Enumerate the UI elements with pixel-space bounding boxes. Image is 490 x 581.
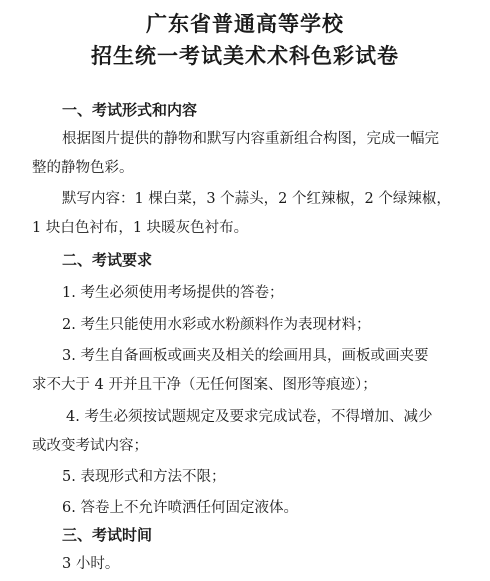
section-3-heading: 三、考试时间 (62, 526, 153, 544)
section-1-paragraph-1-line-1: 根据图片提供的静物和默写内容重新组合构图，完成一幅完 (62, 131, 439, 147)
section-2-item-3-line-1: 3. 考生自备画板或画夹及相关的绘画用具，画板或画夹要 (62, 348, 429, 364)
section-2-item-5: 5. 表现形式和方法不限； (62, 469, 226, 485)
section-1-paragraph-2-line-1: 默写内容：1 棵白菜，3 个蒜头，2 个红辣椒，2 个绿辣椒， (62, 191, 451, 207)
section-3-content: 3 小时。 (62, 556, 120, 572)
section-2-item-1: 1. 考生必须使用考场提供的答卷； (62, 285, 284, 301)
section-2-item-4-line-2: 或改变考试内容； (32, 438, 148, 454)
section-2-item-3-line-2: 求不大于 4 开并且干净（无任何图案、图形等痕迹）； (32, 377, 377, 393)
section-2-item-2: 2. 考生只能使用水彩或水粉颜料作为表现材料； (62, 317, 371, 333)
section-1-paragraph-2-line-2: 1 块白色衬布，1 块暖灰色衬布。 (32, 220, 249, 236)
section-2-item-4-line-1: 4. 考生必须按试题规定及要求完成试卷，不得增加、减少 (66, 409, 433, 425)
section-1-heading: 一、考试形式和内容 (62, 101, 198, 119)
section-2-heading: 二、考试要求 (62, 251, 153, 269)
document-title-line-2: 招生统一考试美术术科色彩试卷 (91, 44, 399, 68)
section-2-item-6: 6. 答卷上不允许喷洒任何固定液体。 (62, 500, 298, 516)
section-1-paragraph-1-line-2: 整的静物色彩。 (32, 160, 134, 176)
document-title-line-1: 广东省普通高等学校 (146, 12, 344, 36)
